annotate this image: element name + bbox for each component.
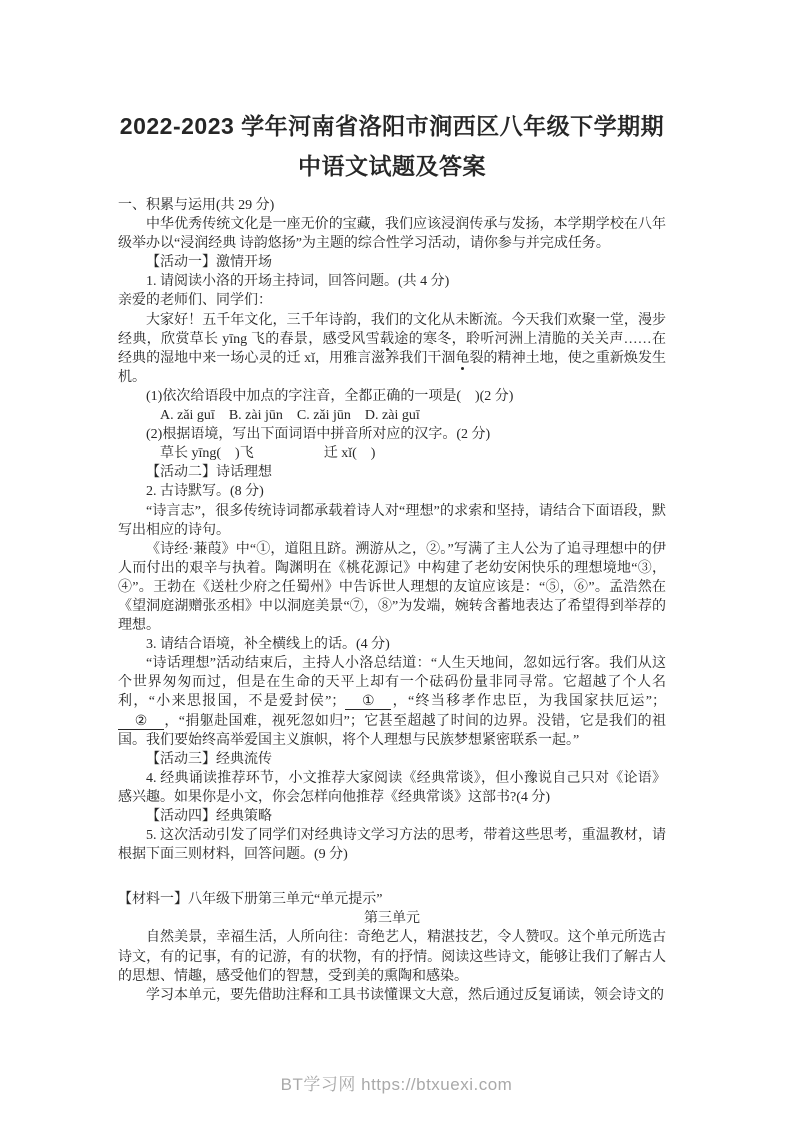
question1-options: A. zǎi guī B. zài jūn C. zǎi jūn D. zài guī <box>160 408 420 424</box>
activity1-heading: 【活动一】激情开场 <box>146 255 272 271</box>
watermark-url: https://btxuexi.com <box>361 1075 513 1094</box>
question4: 4. 经典诵读推荐环节，小文推荐大家阅读《经典常谈》，但小豫说自己只对《论语》感兴趣。如果你是小文，你会怎样向他推荐《经典常谈》这部书?(4 分) <box>118 770 666 805</box>
question5: 5. 这次活动引发了同学们对经典诗文学习方法的思考，带着这些思考，重温教材，请根据下面三则材料，回答问题。(9 分) <box>118 828 666 863</box>
speech-salutation: 亲爱的老师们、同学们： <box>118 293 272 309</box>
section1-heading: 一、积累与运用(共 29 分) <box>118 198 275 213</box>
material1-heading: 【材料一】八年级下册第三单元“单元提示” <box>118 892 383 908</box>
emphasized-char: 龟 <box>455 350 470 366</box>
activity4-heading: 【活动四】经典策略 <box>146 809 272 824</box>
question3-passage: “诗话理想”活动结束后，主持人小洛总结道：“人生天地间，忽如远行客。我们从这个世界匆匆而过，但是在生命的天平上却有一个砝码份量非同寻常。它超越了个人名利，“小来思报国，不是爱封侯”； ① ，“终当移孝作忠臣，为我国家扶厄运”；② ，“捐躯赴国难，视死忽如归”；它甚至超越了时间的边界。没错，它是我们的祖国。我们要始终高举爱国主义旗帜，将个人理想与民族梦想紧密联系一起。” <box>118 656 666 748</box>
question2-passage: 《诗经·蒹葭》中“①，道阻且跻。溯游从之，②。”写满了主人公为了追寻理想中的伊人而付出的艰辛与执着。陶渊明在《桃花源记》中构建了老幼安闲快乐的理想境地“③，④”。王勃在《送杜少府之任蜀州》中告诉世人理想的友谊应该是：“⑤，⑥”。孟浩然在《望洞庭湖赠张丞相》中以洞庭美景“⑦，⑧”为发端，婉转含蓄地表达了希望得到举荐的理想。 <box>118 541 666 634</box>
unit3-paragraph1: 自然美景，幸福生活，人所向往：奇绝艺人，精湛技艺，令人赞叹。这个单元所选古诗文，有的记事，有的记游，有的状物，有的抒情。阅读这些诗文，能够让我们了解古人的思想、情趣，感受他们的智慧，受到美的熏陶和感染。 <box>118 930 666 984</box>
document-content <box>118 106 666 1005</box>
question3: 3. 请结合语境，补全横线上的话。(4 分) <box>146 637 390 653</box>
unit3-title: 第三单元 <box>364 911 420 927</box>
unit3-paragraph2: 学习本单元，要先借助注释和工具书读懂课文大意，然后通过反复诵读，领会诗文的 <box>146 987 664 1003</box>
blank-underline: ② <box>118 714 164 730</box>
speech-body: 大家好！五千年文化，三千年诗韵，我们的文化从未断流。今天我们欢聚一堂，漫步经典，欣赏草长 yīng 飞的春景，感受风雪载途的寒冬，聆听河洲上清脆的关关声……在经典的湿地中来一场心灵的迁 xǐ，用雅言滋养我们干涸龟裂的精神土地，使之重新焕发生机。 <box>118 312 667 385</box>
emphasized-char: 载 <box>379 331 395 347</box>
watermark-site-name: BT学习网 <box>280 1075 356 1094</box>
intro-paragraph: 中华优秀传统文化是一座无价的宝藏，我们应该浸润传承与发扬，本学期学校在八年级举办以“浸润经典 诗韵悠扬”为主题的综合性学习活动，请你参与并完成任务。 <box>118 217 666 252</box>
activity3-heading: 【活动三】经典流传 <box>146 751 272 767</box>
question2-intro: “诗言志”，很多传统诗词都承载着诗人对“理想”的求索和坚持，请结合下面语段，默写出相应的诗句。 <box>118 503 666 538</box>
pinyin-blank-line: 草长 yīng( )飞 迁 xǐ( ) <box>160 446 376 462</box>
question1: 1. 请阅读小洛的开场主持词，回答问题。(共 4 分) <box>146 274 450 290</box>
document-title: 2022-2023 学年河南省洛阳市涧西区八年级下学期期中语文试题及答案 <box>119 113 665 179</box>
document-body <box>118 196 666 1005</box>
watermark <box>0 1070 793 1095</box>
question1-part2: (2)根据语境，写出下面词语中拼音所对应的汉字。(2 分) <box>146 427 491 443</box>
activity2-heading: 【活动二】诗话理想 <box>146 465 272 481</box>
blank-underline: ① <box>345 694 391 710</box>
question2: 2. 古诗默写。(8 分) <box>146 484 264 500</box>
question1-part1: (1)依次给语段中加点的字注音，全都正确的一项是( )(2 分) <box>146 388 514 404</box>
